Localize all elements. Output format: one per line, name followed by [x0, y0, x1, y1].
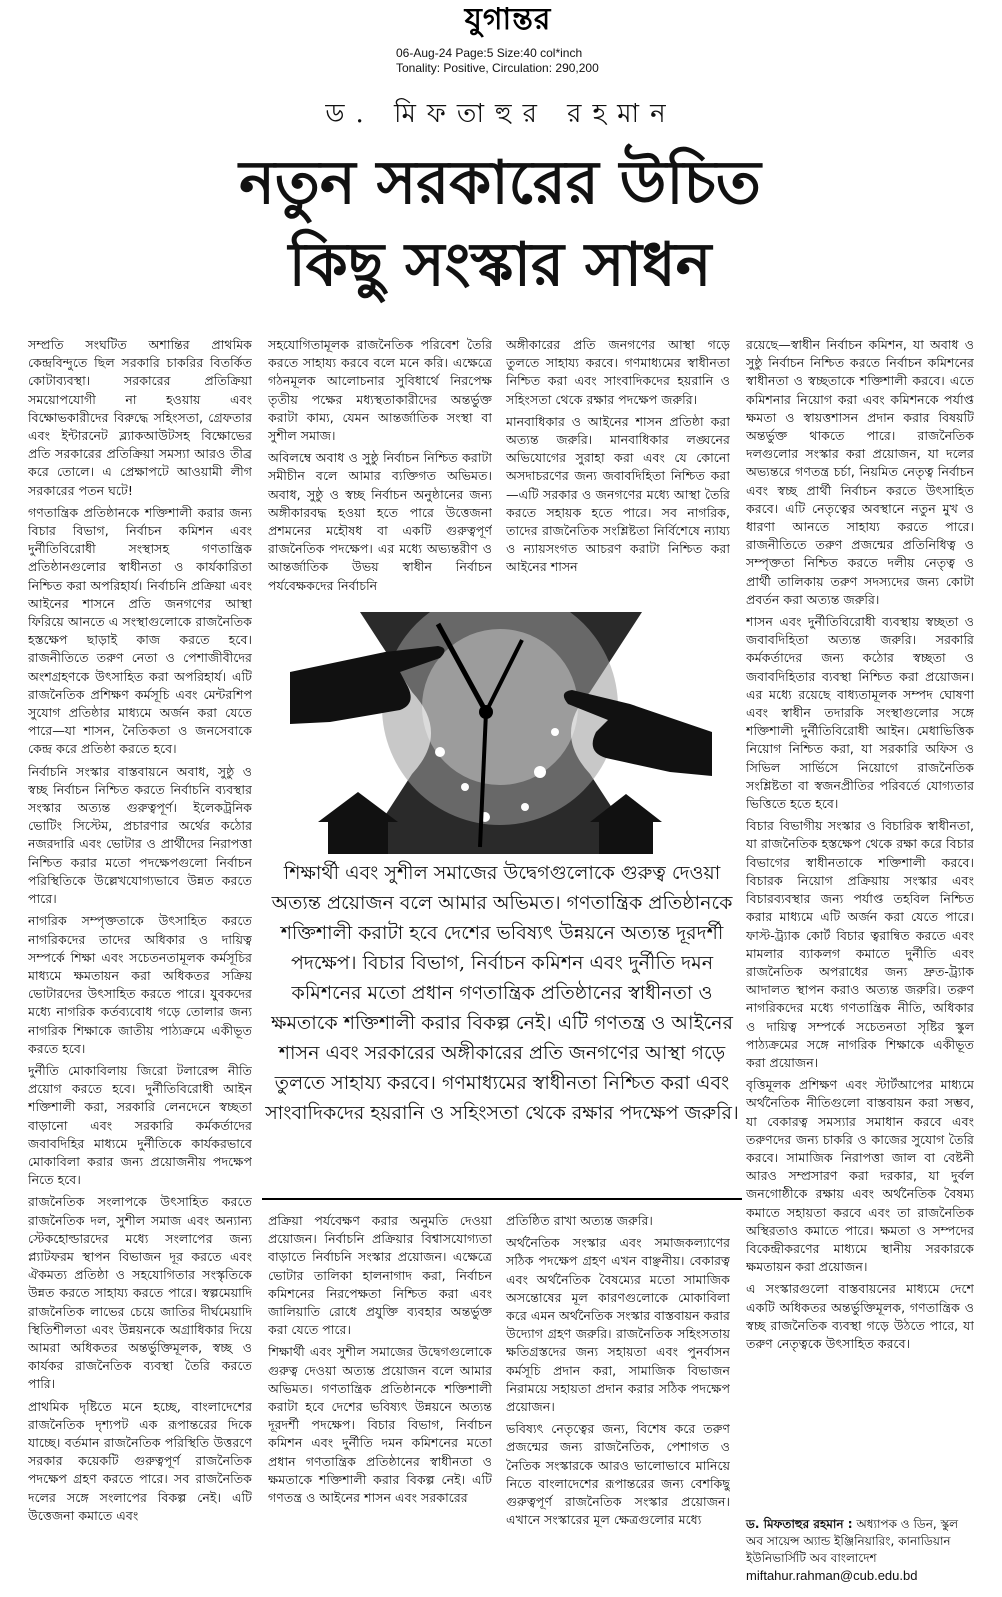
headline-line-2: কিছু সংস্কার সাধন [288, 230, 712, 300]
newspaper-logo: যুগান্তর [464, 2, 552, 37]
body-column-1 [28, 336, 252, 1572]
bio-author-name: ড. মিফতাহুর রহমান : [746, 1517, 853, 1531]
paragraph: অবিলম্বে অবাধ ও সুষ্ঠু নির্বাচন নিশ্চিত করাটা সমীচীন বলে আমার ব্যক্তিগত অভিমত। অবাধ, সুষ্ঠু ও স্বচ্ছ নির্বাচন অনুষ্ঠানের জন্য অঙ্গীকারবদ্ধ হওয়া হতে পারে উত্তেজনা প্রশমনের মহৌষধ বা একটি গুরুত্বপূর্ণ রাজনৈতিক পদক্ষেপ। এর মধ্যে অভ্যন্তরীণ ও আন্তর্জাতিক উভয় স্বাধীন নির্বাচন পর্যবেক্ষকদের নির্বাচনি [268, 450, 492, 593]
body-column-4 [746, 336, 974, 1504]
body-column-2-bottom [268, 1212, 492, 1572]
paragraph: সহযোগিতামূলক রাজনৈতিক পরিবেশ তৈরি করতে সাহায্য করবে বলে মনে করি। এক্ষেত্রে গঠনমূলক আলোচনার সুবিধার্থে নিরপেক্ষ তৃতীয় পক্ষের মধ্যস্থতাকারীদের অন্তর্ভুক্ত করাটা কাম্য, যেমন আন্তর্জাতিক সংস্থা বা সুশীল সমাজ। [268, 337, 492, 444]
paragraph: শাসন এবং দুর্নীতিবিরোধী ব্যবস্থায় স্বচ্ছতা ও জবাবদিহিতা অত্যন্ত জরুরি। সরকারি কর্মকর্তাদের জন্য কঠোর স্বচ্ছতা ও জবাবদিহিতার ব্যবস্থা নিশ্চিত করা প্রয়োজন। এর মধ্যে রয়েছে বাধ্যতামূলক সম্পদ ঘোষণা এবং স্বাধীন তদারকি সংস্থাগুলোর সঙ্গে শক্তিশালী দুর্নীতিবিরোধী আইন। মেধাভিত্তিক নিয়োগ নিশ্চিত করা, যা সরকারি অফিস ও সিভিল সার্ভিসে নিয়োগে রাজনৈতিক সংশ্লিষ্টতা বা স্বজনপ্রীতির পরিবর্তে যোগ্যতার ভিত্তিতে হতে হবে। [746, 614, 974, 812]
bio-author-title: অধ্যাপক ও ডিন, স্কুল অব সায়েন্স অ্যান্ড ইঞ্জিনিয়ারিং, কানাডিয়ান ইউনিভার্সিটি অব বাংলাদেশ [746, 1517, 959, 1565]
body-column-3-top [506, 336, 730, 598]
paragraph: অঙ্গীকারের প্রতি জনগণের আস্থা গড়ে তুলতে সাহায্য করবে। গণমাধ্যমের স্বাধীনতা নিশ্চিত করা এবং সাংবাদিকদের হয়রানি ও সহিংসতা থেকে রক্ষার পদক্ষেপ জরুরি। [506, 337, 730, 407]
pull-quote-text: শিক্ষার্থী এবং সুশীল সমাজের উদ্বেগগুলোকে গুরুত্ব দেওয়া অত্যন্ত প্রয়োজন বলে আমার অভিমত। গণতান্ত্রিক প্রতিষ্ঠানকে শক্তিশালী করাটা হবে দেশের ভবিষ্যৎ উন্নয়নে অত্যন্ত দূরদর্শী পদক্ষেপ। বিচার বিভাগ, নির্বাচন কমিশন এবং দুর্নীতি দমন কমিশনের মতো প্রধান গণতান্ত্রিক প্রতিষ্ঠানের স্বাধীনতা ও ক্ষমতাকে শক্তিশালী করার বিকল্প নেই। এটি গণতন্ত্র ও আইনের শাসন এবং সরকারের অঙ্গীকারের প্রতি জনগণের আস্থা গড়ে তুলতে সাহায্য করবে। গণমাধ্যমের স্বাধীনতা নিশ্চিত করা এবং সাংবাদিকদের হয়রানি ও সহিংসতা থেকে রক্ষার পদক্ষেপ জরুরি। [265, 862, 739, 1124]
paragraph: বিচার বিভাগীয় সংস্কার ও বিচারিক স্বাধীনতা, যা রাজনৈতিক হস্তক্ষেপ থেকে রক্ষা করে বিচার বিভাগের স্বাধীনতাকে শক্তিশালী করবে। বিচারক নিয়োগ প্রক্রিয়ায় সংস্কার এবং বিচারব্যবস্থার জন্য পর্যাপ্ত তহবিল নিশ্চিত করার মাধ্যমে এটি অর্জন করা যেতে পারে। ফাস্ট-ট্র্যাক কোর্ট বিচার ত্বরান্বিত করতে এবং মামলার ব্যাকলগ কমাতে দুর্নীতি এবং রাজনৈতিক অপরাধের জন্য দ্রুত-ট্র্যাক আদালত স্থাপন করাও অত্যন্ত জরুরি। তরুণ নাগরিকদের মধ্যে গণতান্ত্রিক নীতি, অধিকার ও দায়িত্ব সম্পর্কে সচেতনতা সৃষ্টির স্কুল পাঠ্যক্রমের সঙ্গে নাগরিক শিক্ষাকে একীভূত করা প্রয়োজন। [746, 818, 974, 1070]
paragraph: বৃত্তিমূলক প্রশিক্ষণ এবং স্টার্টআপের মাধ্যমে অর্থনৈতিক নীতিগুলো বাস্তবায়ন করা সম্ভব, যা বেকারত্ব সমস্যার সমাধান করবে এবং তরুণদের জন্য চাকরি ও কাজের সুযোগ তৈরি করবে। সামাজিক নিরাপত্তা জাল বা বেষ্টনী আরও সম্প্রসারণ করা দরকার, যা দুর্বল জনগোষ্ঠীকে রক্ষায় এবং অর্থনৈতিক বৈষম্য কমাতে সহায়তা করবে এবং তা রাজনৈতিক অস্থিরতাও কমাতে পারে। ক্ষমতা ও সম্পদের বিকেন্দ্রীকরণের মাধ্যমে স্থানীয় সরকারকে ক্ষমতায়ন করা প্রয়োজন। [746, 1077, 974, 1275]
paragraph: রাজনৈতিক সংলাপকে উৎসাহিত করতে রাজনৈতিক দল, সুশীল সমাজ এবং অন্যান্য স্টেকহোল্ডারদের মধ্যে সংলাপের জন্য প্ল্যাটফরম স্থাপন বিভাজন দূর করতে এবং ঐকমত্য প্রতিষ্ঠা ও সহযোগিতার সংস্কৃতিকে উন্নত করতে সাহায্য করতে পারে। স্বল্পমেয়াদি রাজনৈতিক লাভের চেয়ে জাতির দীর্ঘমেয়াদি স্থিতিশীলতা এবং উন্নয়নকে অগ্রাধিকার দিয়ে আমরা অধিকতর অন্তর্ভুক্তিমূলক, স্বচ্ছ ও কার্যকর রাজনৈতিক ব্যবস্থা তৈরি করতে পারি। [28, 1194, 252, 1392]
body-column-3-bottom [506, 1212, 730, 1572]
article-illustration [290, 612, 712, 854]
paragraph: এ সংস্কারগুলো বাস্তবায়নের মাধ্যমে দেশে একটি অধিকতর অন্তর্ভুক্তিমূলক, গণতান্ত্রিক ও স্বচ্ছ রাজনৈতিক ব্যবস্থা গড়ে উঠতে পারে, যা তরুণ নেতৃত্বকে উৎসাহিত করবে। [746, 1281, 974, 1351]
clipping-meta [396, 46, 599, 76]
paragraph: মানবাধিকার ও আইনের শাসন প্রতিষ্ঠা করা অত্যন্ত জরুরি। মানবাধিকার লঙ্ঘনের অভিযোগের সুরাহা করা এবং যে কোনো অসদাচরণের জন্য জবাবদিহিতা নিশ্চিত করা—এটি সরকার ও জনগণের মধ্যে আস্থা তৈরি করতে সহায়ক হতে পারে। সব নাগরিক, তাদের রাজনৈতিক সংশ্লিষ্টতা নির্বিশেষে ন্যায্য ও ন্যায়সংগত আচরণ করাটা নিশ্চিত করা আইনের শাসন [506, 413, 730, 575]
paragraph: প্রক্রিয়া পর্যবেক্ষণ করার অনুমতি দেওয়া প্রয়োজন। নির্বাচনি প্রক্রিয়ার বিশ্বাসযোগ্যতা বাড়াতে নির্বাচনি সংস্কার প্রয়োজন। এক্ষেত্রে ভোটার তালিকা হালনাগাদ করা, নির্বাচন কমিশনের নিরপেক্ষতা নিশ্চিত করা এবং জালিয়াতি রোধে প্রযুক্তি ব্যবহার অন্তর্ভুক্ত করা যেতে পারে। [268, 1213, 492, 1338]
paragraph: ভবিষ্যৎ নেতৃত্বের জন্য, বিশেষ করে তরুণ প্রজন্মের জন্য রাজনৈতিক, পেশাগত ও নৈতিক সংস্কারকে আরও ভালোভাবে মানিয়ে নিতে বাংলাদেশের রূপান্তরের জন্য বেশকিছু গুরুত্বপূর্ণ রাজনৈতিক সংস্কার প্রয়োজন। এখানে সংস্কারের মূল ক্ষেত্রগুলোর মধ্যে [506, 1421, 730, 1528]
paragraph: শিক্ষার্থী এবং সুশীল সমাজের উদ্বেগগুলোকে গুরুত্ব দেওয়া অত্যন্ত প্রয়োজন বলে আমার অভিমত। গণতান্ত্রিক প্রতিষ্ঠানকে শক্তিশালী করাটা হবে দেশের ভবিষ্যৎ উন্নয়নে অত্যন্ত দূরদর্শী পদক্ষেপ। বিচার বিভাগ, নির্বাচন কমিশন এবং দুর্নীতি দমন কমিশনের মতো প্রধান গণতান্ত্রিক প্রতিষ্ঠানের স্বাধীনতা ও ক্ষমতাকে শক্তিশালী করার বিকল্প নেই। এটি গণতন্ত্র ও আইনের শাসন এবং সরকারের [268, 1344, 492, 1506]
paragraph: প্রাথমিক দৃষ্টিতে মনে হচ্ছে, বাংলাদেশের রাজনৈতিক দৃশ্যপট এক রূপান্তরের দিকে যাচ্ছে। বর্তমান রাজনৈতিক পরিস্থিতি উত্তরণে সরকার কয়েকটি গুরুত্বপূর্ণ রাজনৈতিক পদক্ষেপ গ্রহণ করতে পারে। সব রাজনৈতিক দলের সঙ্গে সংলাপের বিকল্প নেই। এটি উত্তেজনা কমাতে এবং [28, 1398, 252, 1523]
tonality-circulation-line: Tonality: Positive, Circulation: 290,200 [396, 61, 599, 75]
paragraph: প্রতিষ্ঠিত রাখা অত্যন্ত জরুরি। [506, 1213, 653, 1228]
bio-email: miftahur.rahman@cub.edu.bd [746, 1568, 918, 1583]
paragraph: অর্থনৈতিক সংস্কার এবং সমাজকল্যাণের সঠিক পদক্ষেপ গ্রহণ এখন বাঞ্ছনীয়। বেকারত্ব এবং অর্থনৈতিক বৈষম্যের মতো সামাজিক অসন্তোষের মূল কারণগুলোকে মোকাবিলা করে এমন অর্থনৈতিক সংস্কার বাস্তবায়ন করার উদ্যোগ গ্রহণ জরুরি। রাজনৈতিক সহিংসতায় ক্ষতিগ্রস্তদের জন্য সহায়তা এবং পুনর্বাসন কর্মসূচি প্রদান করা, সামাজিক বিভাজন নিরাময়ে সহায়তা প্রদান করার সঠিক পদক্ষেপ প্রয়োজন। [506, 1235, 730, 1415]
paragraph: নাগরিক সম্পৃক্ততাকে উৎসাহিত করতে নাগরিকদের তাদের অধিকার ও দায়িত্ব সম্পর্কে শিক্ষা এবং সচেতনতামূলক কর্মসূচির মাধ্যমে ক্ষমতায়ন করা অধিকতর সক্রিয় ভোটারদের উৎসাহিত করতে পারে। যুবকদের মধ্যে নাগরিক কর্তব্যবোধ গড়ে তোলার জন্য নাগরিক শিক্ষাকে জাতীয় পাঠ্যক্রমে একীভূত করতে হবে। [28, 913, 252, 1056]
article-byline: ড. মিফতাহুর রহমান [325, 99, 677, 129]
body-column-2-top [268, 336, 492, 598]
article-headline [100, 142, 900, 306]
masthead [388, 2, 628, 38]
paragraph: রয়েছে—স্বাধীন নির্বাচন কমিশন, যা অবাধ ও সুষ্ঠু নির্বাচন নিশ্চিত করতে নির্বাচন কমিশনের স্বাধীনতা ও স্বচ্ছতাকে শক্তিশালী করবে। এতে কমিশনার নিয়োগ করা এবং কমিশনকে পর্যাপ্ত ক্ষমতা ও স্বায়ত্তশাসন প্রদান করার বিষয়টি অন্তর্ভুক্ত থাকতে পারে। রাজনৈতিক দলগুলোর সংস্কার করা প্রয়োজন, যা দলের অভ্যন্তরে গণতন্ত্র চর্চা, নিয়মিত নেতৃত্ব নির্বাচন এবং স্বচ্ছ প্রার্থী নির্বাচন করতে উৎসাহিত করবে। এটি নেতৃত্বের অবস্থানে নতুন মুখ ও ধারণা আনতে সাহায্য করতে পারে। রাজনীতিতে তরুণ প্রজন্মের প্রতিনিধিত্ব ও সম্পৃক্ততা নিশ্চিত করতে দলীয় নেতৃত্ব ও প্রার্থী তালিকায় তরুণ সদস্যদের জন্য কোটা প্রবর্তন করা অত্যন্ত জরুরি। [746, 337, 974, 607]
pull-quote [262, 858, 742, 1200]
paragraph: গণতান্ত্রিক প্রতিষ্ঠানকে শক্তিশালী করার জন্য বিচার বিভাগ, নির্বাচন কমিশন এবং দুর্নীতিবিরোধী সংস্থাসহ গণতান্ত্রিক প্রতিষ্ঠানগুলোর স্বাধীনতা ও কার্যকারিতা নিশ্চিত করা অপরিহার্য। নির্বাচনি প্রক্রিয়া এবং আইনের শাসনে প্রতি জনগণের আস্থা ফিরিয়ে আনতে এ সংস্থাগুলোকে রাজনৈতিক হস্তক্ষেপ ছাড়াই কাজ করতে হবে। রাজনীতিতে তরুণ নেতা ও পেশাজীবীদের অংশগ্রহণকে উৎসাহিত করা অপরিহার্য। এটি রাজনৈতিক প্রশিক্ষণ কর্মসূচি এবং মেন্টরশিপ সুযোগ প্রতিষ্ঠার মাধ্যমে অর্জন করা যেতে পারে—যা শাসন, নৈতিকতা ও জনসেবাকে কেন্দ্র করে প্রতিষ্ঠা করতে হবে। [28, 504, 252, 757]
paragraph: নির্বাচনি সংস্কার বাস্তবায়নে অবাধ, সুষ্ঠু ও স্বচ্ছ নির্বাচন নিশ্চিত করতে নির্বাচনি ব্যবস্থার সংস্কার অত্যন্ত গুরুত্বপূর্ণ। ইলেকট্রনিক ভোটিং সিস্টেম, প্রচারণার অর্থের কঠোর নজরদারি এবং ভোটার ও প্রার্থীদের নিরাপত্তা নিশ্চিত করার মতো পদক্ষেপগুলো নির্বাচন পরিস্থিতিকে উল্লেখযোগ্যভাবে উন্নত করতে পারে। [28, 763, 252, 907]
author-bio [746, 1516, 974, 1584]
headline-line-1: নতুন সরকারের উচিত [239, 148, 761, 218]
paragraph: দুর্নীতি মোকাবিলায় জিরো টলারেন্স নীতি প্রয়োগ করতে হবে। দুর্নীতিবিরোধী আইন শক্তিশালী করা, সরকারি লেনদেনে স্বচ্ছতা বাড়ানো এবং সরকারি কর্মকর্তাদের জবাবদিহির মাধ্যমে দুর্নীতিকে কার্যকরভাবে মোকাবিলা করার জন্য প্রয়োজনীয় পদক্ষেপ নিতে হবে। [28, 1062, 252, 1188]
paragraph: সম্প্রতি সংঘটিত অশান্তির প্রাথমিক কেন্দ্রবিন্দুতে ছিল সরকারি চাকরির বিতর্কিত কোটাব্যবস্থা। সরকারের প্রতিক্রিয়া সময়োপযোগী না হওয়ায় এবং বিক্ষোভকারীদের বিরুদ্ধে সহিংসতা, গ্রেফতার এবং ইন্টারনেট ব্ল্যাকআউটসহ বিক্ষোভের প্রতি সরকারের প্রতিক্রিয়া সমস্যা আরও তীব্র করে তোলে। এ প্রেক্ষাপটে আওয়ামী লীগ সরকারের পতন ঘটে! [28, 337, 252, 498]
date-page-size-line: 06-Aug-24 Page:5 Size:40 col*inch [396, 46, 583, 60]
